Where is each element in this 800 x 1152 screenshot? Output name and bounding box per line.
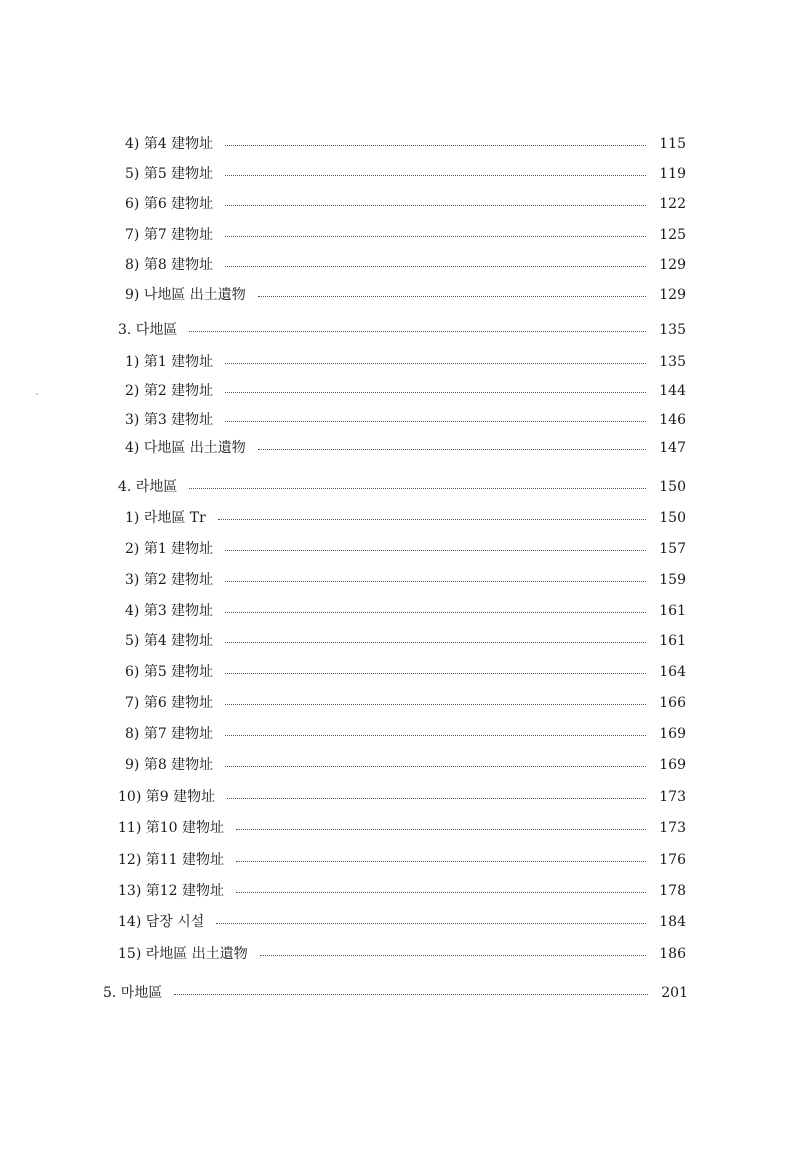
toc-section-heading[interactable] [118,477,686,497]
dot-leader [189,330,646,332]
toc-entry-label: 13) 第12 建物址 [118,883,224,899]
toc-section-heading[interactable] [103,983,688,1003]
toc-entry[interactable] [125,285,686,305]
toc-entry[interactable] [125,164,686,184]
toc-entry-label: 5) 第4 建物址 [125,633,214,649]
toc-entry-label: 5) 第5 建物址 [125,166,214,182]
toc-entry-label: 7) 第7 建物址 [125,227,214,243]
dot-leader [225,672,646,674]
toc-entry-label: 11) 第10 建物址 [118,820,224,836]
dot-leader [225,204,646,206]
toc-page-number: 135 [659,354,686,370]
dot-leader [225,734,646,736]
dot-leader [260,954,646,956]
toc-page-number: 164 [659,664,686,680]
toc-entry[interactable] [118,850,686,870]
toc-entry-label: 1) 第1 建物址 [125,354,214,370]
dot-leader [236,860,646,862]
toc-entry[interactable] [125,381,686,401]
dot-leader [225,641,646,643]
toc-entry[interactable] [125,631,686,651]
dot-leader [236,891,646,893]
toc-page-number: 157 [659,541,686,557]
toc-entry-label: 12) 第11 建物址 [118,852,224,868]
dot-leader [225,235,646,237]
toc-page-number: 125 [659,227,686,243]
toc-page-number: 161 [659,633,686,649]
dot-leader [225,265,646,267]
dot-leader [225,391,646,393]
dot-leader [216,922,646,924]
dot-leader [227,797,646,799]
toc-page-number: 173 [659,820,686,836]
toc-page-number: 166 [659,695,686,711]
toc-entry-label: 4) 第3 建物址 [125,603,214,619]
toc-entry[interactable] [125,438,686,458]
toc-page-number: 201 [661,985,688,1001]
toc-page-number: 119 [659,166,686,182]
dot-leader [236,828,646,830]
dot-leader [258,295,646,297]
toc-page-number: 176 [659,852,686,868]
toc-page-number: 144 [659,383,686,399]
dot-leader [225,144,646,146]
toc-entry-label: 4. 라地區 [118,479,178,495]
toc-entry[interactable] [118,787,686,807]
toc-entry[interactable] [125,225,686,245]
toc-entry[interactable] [125,693,686,713]
toc-entry[interactable] [118,944,686,964]
toc-page-number: 161 [659,603,686,619]
toc-entry-label: 14) 담장 시설 [118,914,205,930]
dot-leader [174,993,648,995]
toc-page-number: 159 [659,572,686,588]
dot-leader [225,611,646,613]
toc-entry[interactable] [125,601,686,621]
dot-leader [225,549,646,551]
dot-leader [225,580,646,582]
toc-page-number: 129 [659,287,686,303]
toc-entry[interactable] [125,255,686,275]
toc-page-number: 129 [659,257,686,273]
toc-entry-label: 5. 마地區 [103,985,163,1001]
toc-entry-label: 2) 第2 建物址 [125,383,214,399]
toc-entry[interactable] [125,570,686,590]
toc-page-number: 184 [659,914,686,930]
toc-entry-label: 3) 第3 建物址 [125,412,214,428]
toc-entry-label: 7) 第6 建物址 [125,695,214,711]
toc-entry-label: 4) 다地區 出土遺物 [125,440,246,456]
toc-entry[interactable] [125,662,686,682]
toc-page-number: 115 [659,136,686,152]
toc-entry-label: 3) 第2 建物址 [125,572,214,588]
toc-entry-label: 8) 第8 建物址 [125,257,214,273]
toc-entry[interactable] [118,818,686,838]
toc-page-number: 186 [659,946,686,962]
toc-page-number: 135 [659,322,686,338]
toc-entry-label: 10) 第9 建物址 [118,789,216,805]
toc-page-number: 150 [659,479,686,495]
toc-entry[interactable] [118,881,686,901]
dot-leader [258,448,646,450]
toc-page-number: 169 [659,757,686,773]
toc-entry-label: 3. 다地區 [118,322,178,338]
toc-page-number: 173 [659,789,686,805]
toc-entry-label: 15) 라地區 出土遺物 [118,946,248,962]
toc-page-number: 146 [659,412,686,428]
dot-leader [225,174,646,176]
toc-entry[interactable] [118,912,686,932]
dot-leader [225,362,646,364]
toc-entry-label: 9) 나地區 出土遺物 [125,287,246,303]
toc-page-number: 150 [659,510,686,526]
toc-entry-label: 2) 第1 建物址 [125,541,214,557]
toc-entry[interactable] [125,134,686,154]
toc-entry[interactable] [125,724,686,744]
toc-section-heading[interactable] [118,320,686,340]
scan-speck [36,393,38,395]
toc-page-number: 169 [659,726,686,742]
toc-entry-label: 1) 라地區 Tr [125,510,206,526]
toc-entry-label: 6) 第6 建物址 [125,196,214,212]
dot-leader [225,703,646,705]
toc-entry[interactable] [125,410,686,430]
toc-entry-label: 6) 第5 建物址 [125,664,214,680]
toc-entry[interactable] [125,755,686,775]
toc-page-number: 122 [659,196,686,212]
dot-leader [225,420,646,422]
toc-entry[interactable] [125,539,686,559]
toc-entry[interactable] [125,352,686,372]
dot-leader [225,765,646,767]
toc-entry[interactable] [125,194,686,214]
toc-entry[interactable] [125,508,686,528]
dot-leader [218,518,646,520]
toc-entry-label: 4) 第4 建物址 [125,136,214,152]
toc-page-number: 178 [659,883,686,899]
toc-page-number: 147 [659,440,686,456]
toc-entry-label: 8) 第7 建物址 [125,726,214,742]
toc-entry-label: 9) 第8 建物址 [125,757,214,773]
dot-leader [189,487,646,489]
